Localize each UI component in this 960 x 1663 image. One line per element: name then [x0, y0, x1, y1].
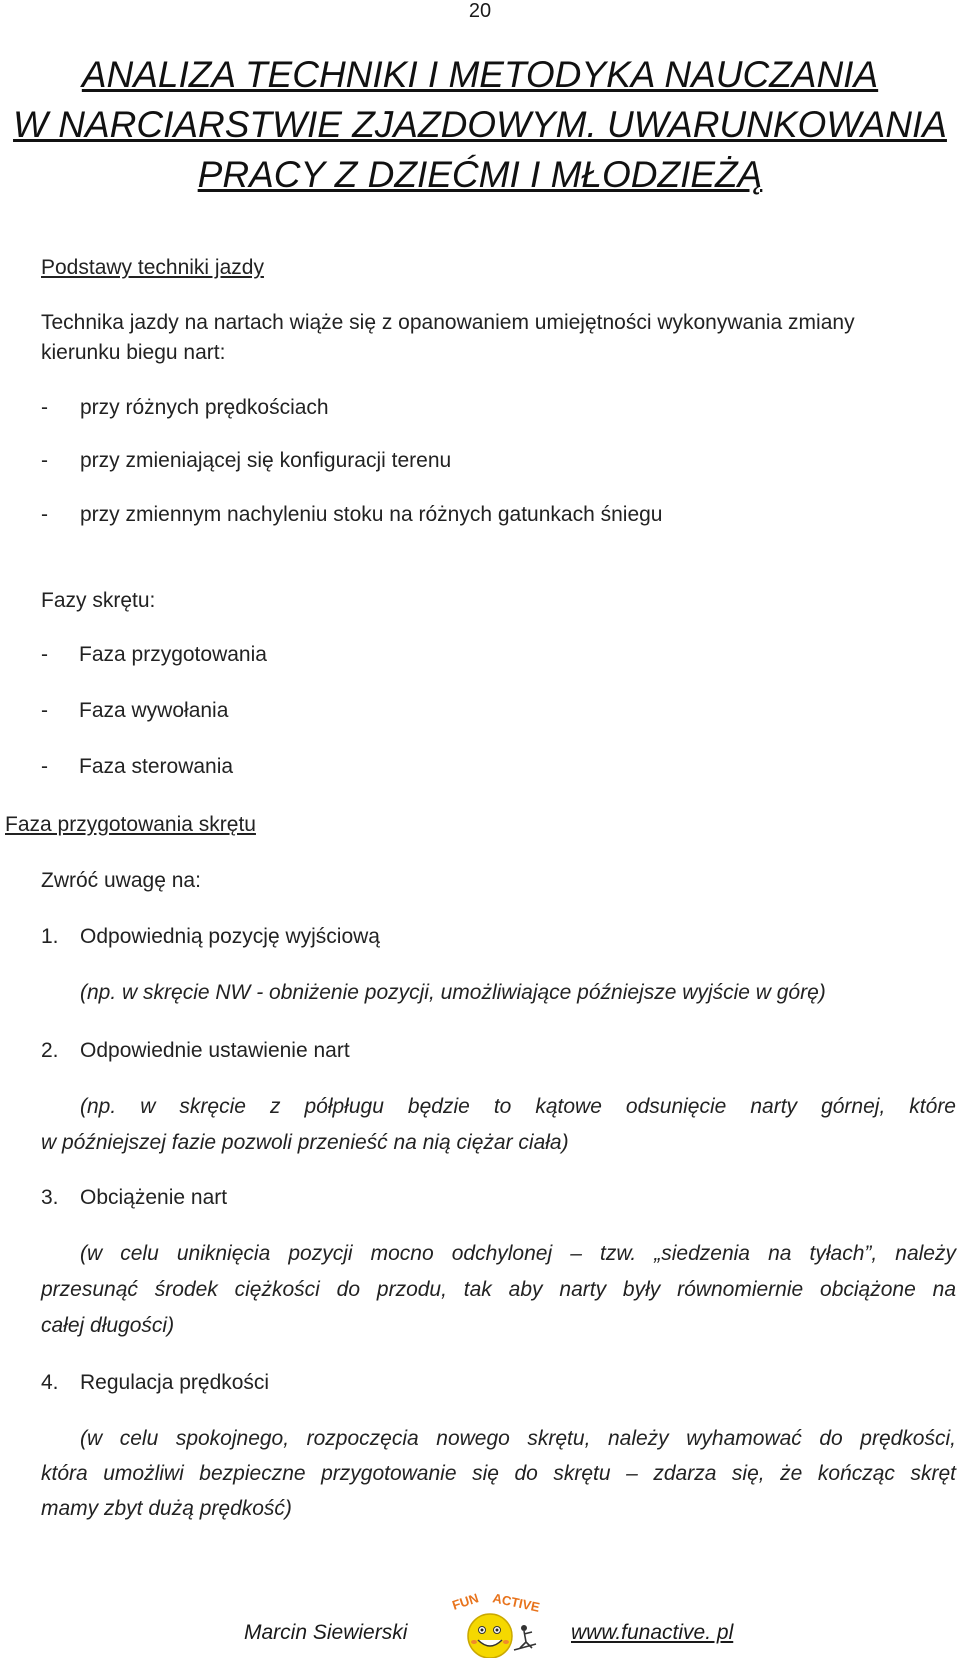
item-note: przesunąć środek ciężkości do przodu, tak aby narty były równomiernie obciążone na — [41, 1278, 956, 1301]
footer-author: Marcin Siewierski — [244, 1621, 408, 1644]
bullet-item: przy zmiennym nachyleniu stoku na różnych gatunkach śniegu — [80, 503, 663, 526]
item-note: całej długości) — [41, 1314, 175, 1337]
bullet-dash: - — [41, 643, 48, 666]
item-label: Odpowiednie ustawienie nart — [80, 1039, 350, 1062]
item-note: w późniejszej fazie pozwoli przenieść na nią ciężar ciała) — [41, 1131, 569, 1154]
item-note: mamy zbyt dużą prędkość) — [41, 1497, 292, 1520]
item-number: 1. — [41, 925, 59, 948]
paragraph-line: Technika jazdy na nartach wiąże się z opanowaniem umiejętności wykonywania zmiany — [41, 311, 855, 334]
footer-link[interactable]: www.funactive. pl — [571, 1621, 734, 1644]
phase-item: Faza przygotowania — [79, 643, 267, 666]
bullet-dash: - — [41, 699, 48, 722]
attention-text: Zwróć uwagę na: — [41, 869, 201, 892]
item-label: Odpowiednią pozycję wyjściową — [80, 925, 380, 948]
item-note: (np. w skręcie NW - obniżenie pozycji, umożliwiające późniejsze wyjście w górę) — [80, 981, 826, 1004]
bullet-item: przy różnych prędkościach — [80, 396, 329, 419]
bullet-dash: - — [41, 449, 48, 472]
bullet-dash: - — [41, 503, 48, 526]
item-note: (w celu spokojnego, rozpoczęcia nowego skrętu, należy wyhamować do prędkości, — [80, 1427, 956, 1450]
item-number: 3. — [41, 1186, 59, 1209]
sun-face-logo — [440, 1588, 540, 1658]
item-label: Regulacja prędkości — [80, 1371, 270, 1394]
title-line-2: W NARCIARSTWIE ZJAZDOWYM. UWARUNKOWANIA — [13, 104, 947, 145]
section-heading: Podstawy techniki jazdy — [41, 256, 264, 279]
page-number: 20 — [468, 0, 492, 22]
svg-text:ACTIVE: ACTIVE — [491, 1590, 540, 1615]
phase-item: Faza sterowania — [79, 755, 234, 778]
section-heading: Faza przygotowania skrętu — [5, 813, 256, 836]
bullet-dash: - — [41, 755, 48, 778]
phases-heading: Fazy skrętu: — [41, 589, 156, 612]
item-note: która umożliwi bezpieczne przygotowanie się do skrętu – zdarza się, że kończąc skręt — [41, 1462, 956, 1485]
bullet-dash: - — [41, 396, 48, 419]
item-label: Obciążenie nart — [80, 1186, 228, 1209]
title-line-3: PRACY Z DZIEĆMI I MŁODZIEŻĄ — [197, 154, 763, 195]
phase-item: Faza wywołania — [79, 699, 229, 722]
item-number: 4. — [41, 1371, 59, 1394]
item-number: 2. — [41, 1039, 59, 1062]
paragraph-line: kierunku biegu nart: — [41, 341, 226, 364]
item-note: (np. w skręcie z półpługu będzie to kątowe odsunięcie narty górnej, które — [80, 1095, 956, 1118]
bullet-item: przy zmieniającej się konfiguracji terenu — [80, 449, 452, 472]
item-note: (w celu uniknięcia pozycji mocno odchylonej – tzw. „siedzenia na tyłach”, należy — [80, 1242, 956, 1265]
svg-text:FUN: FUN — [450, 1590, 481, 1613]
title-line-1: ANALIZA TECHNIKI I METODYKA NAUCZANIA — [81, 54, 879, 95]
